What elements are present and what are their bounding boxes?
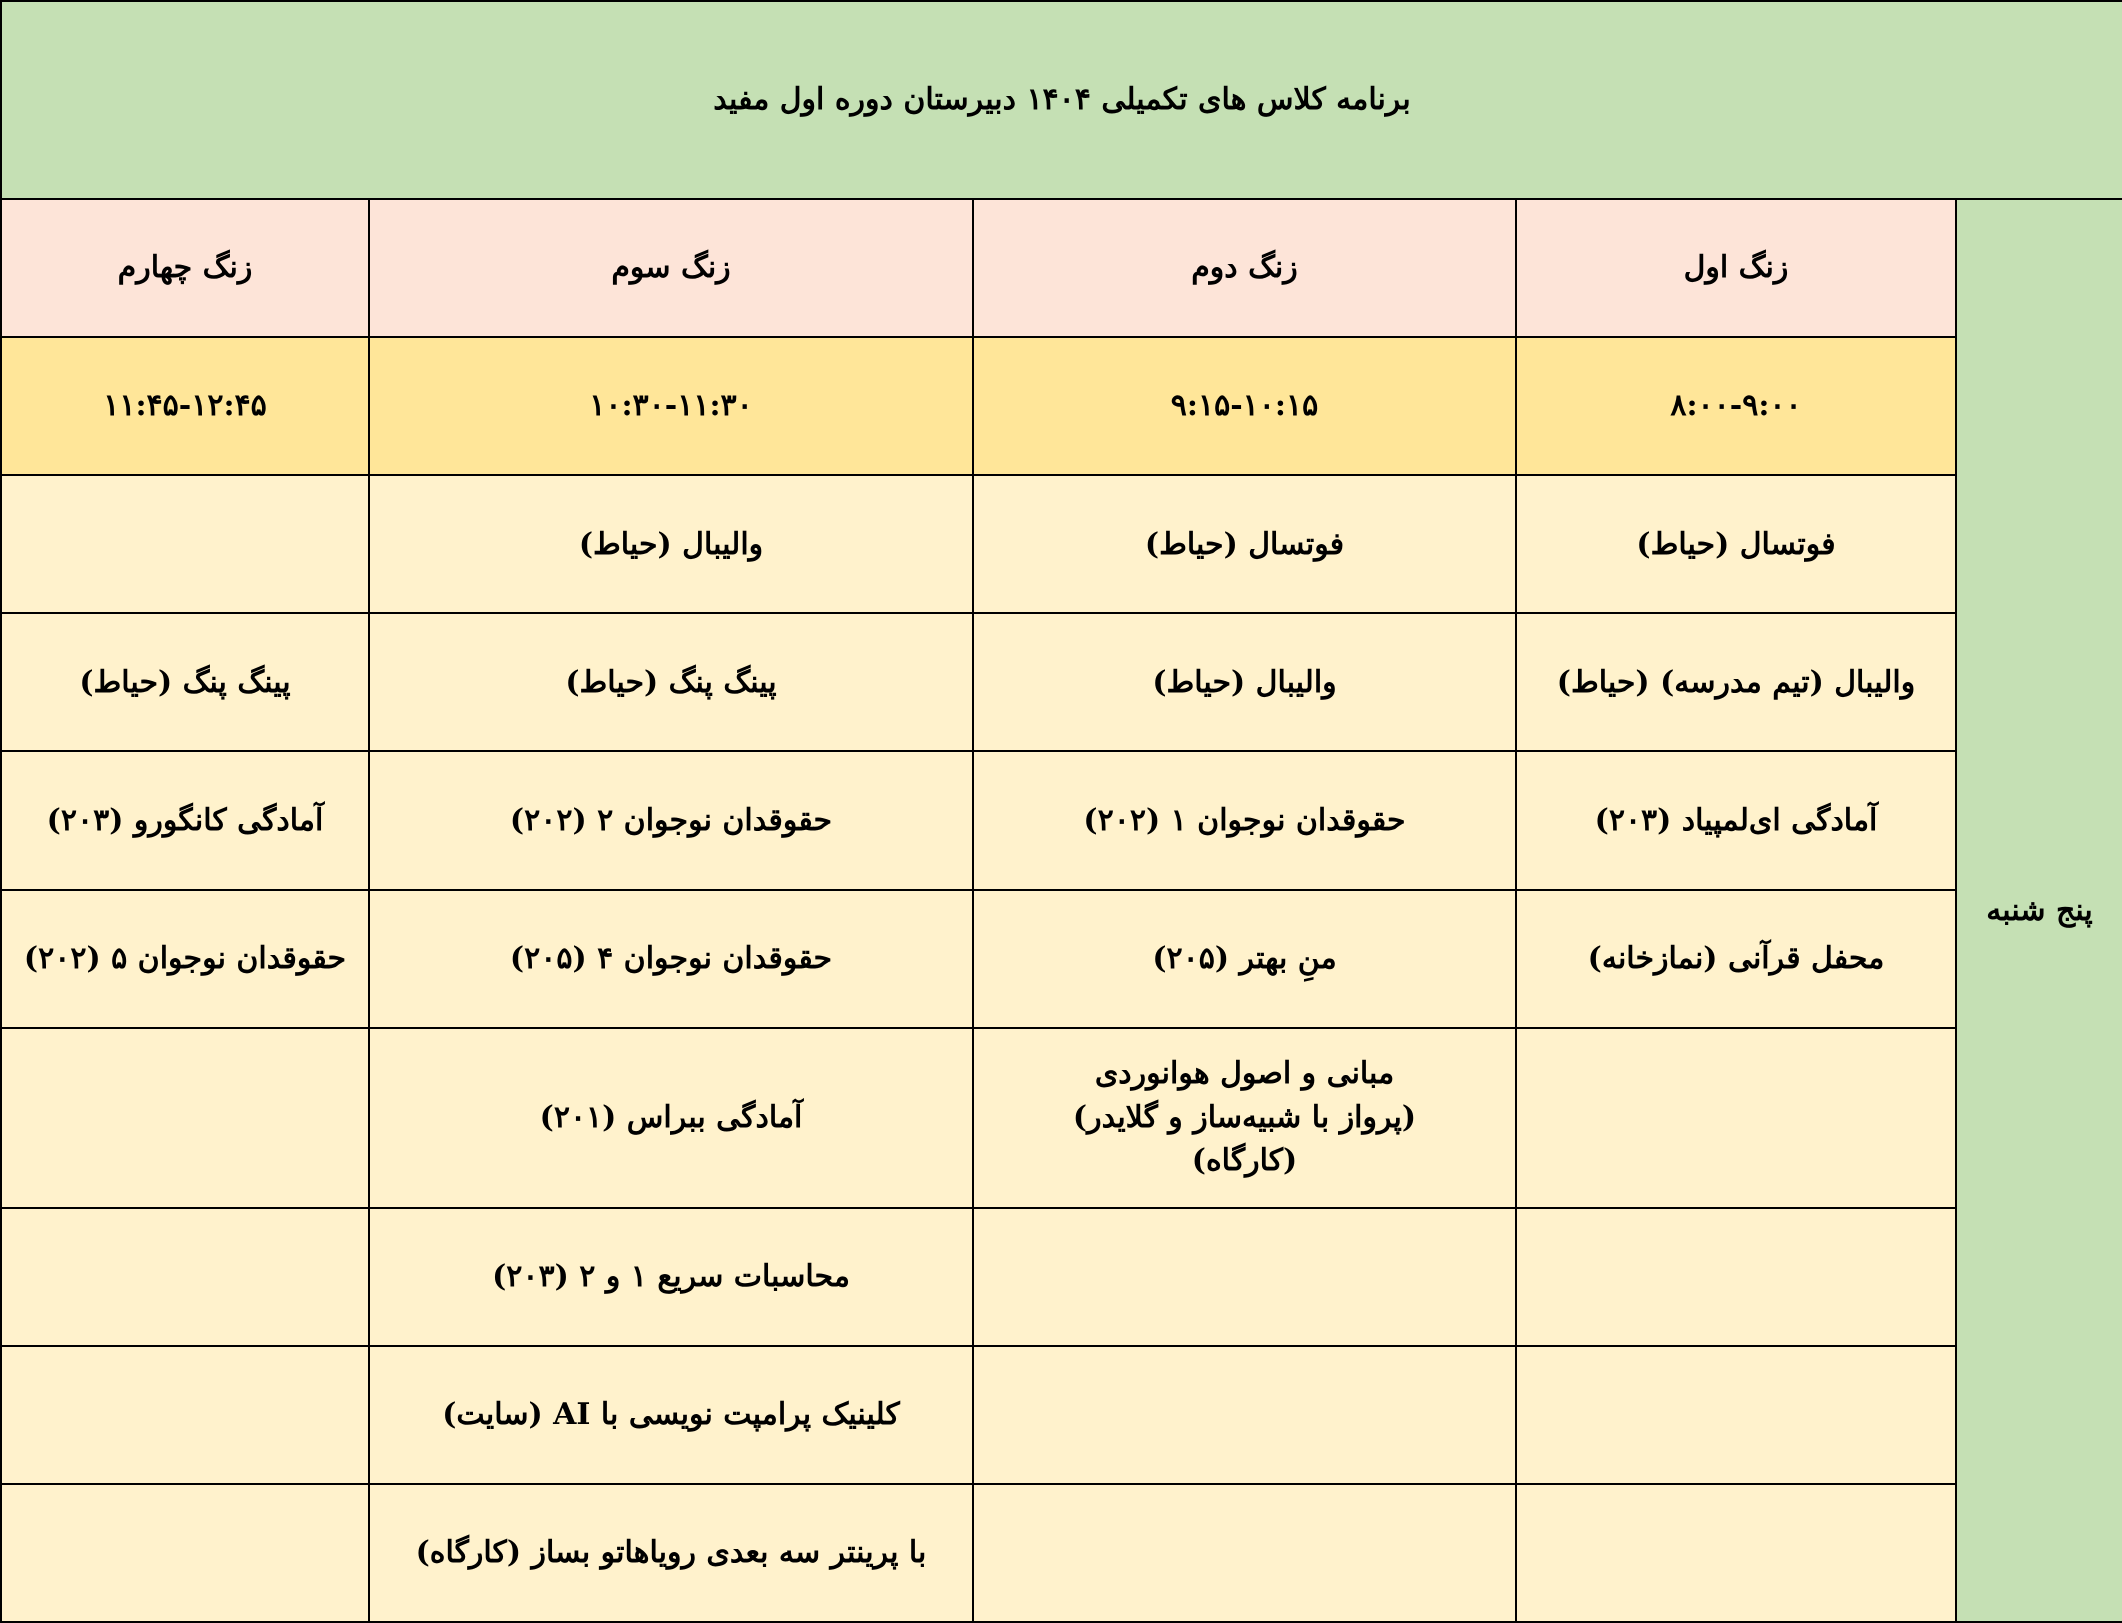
- class-cell: [1516, 1028, 1956, 1208]
- class-cell: محفل قرآنی (نمازخانه): [1516, 890, 1956, 1028]
- class-cell: آمادگی ببراس (۲۰۱): [369, 1028, 973, 1208]
- class-cell: [1, 1484, 369, 1622]
- bell-header: زنگ دوم: [973, 199, 1516, 337]
- class-cell: منِ بهتر (۲۰۵): [973, 890, 1516, 1028]
- class-cell: کلینیک پرامپت نویسی با AI (سایت): [369, 1346, 973, 1484]
- class-row: [1, 890, 2122, 1028]
- time-row: [1, 337, 2122, 475]
- class-cell: [1516, 1346, 1956, 1484]
- class-cell: [973, 1208, 1516, 1346]
- class-cell-line: (پرواز با شبیه‌ساز و گلایدر): [1072, 1099, 1417, 1135]
- class-cell: والیبال (حیاط): [973, 613, 1516, 751]
- class-cell-line: (کارگاه): [1191, 1143, 1298, 1179]
- class-cell: حقوقدان نوجوان ۴ (۲۰۵): [369, 890, 973, 1028]
- class-cell: حقوقدان نوجوان ۵ (۲۰۲): [1, 890, 369, 1028]
- class-cell: [1, 1208, 369, 1346]
- class-cell: محاسبات سریع ۱ و ۲ (۲۰۳): [369, 1208, 973, 1346]
- class-row: [1, 1028, 2122, 1208]
- bell-header: زنگ چهارم: [1, 199, 369, 337]
- class-row: [1, 475, 2122, 613]
- class-cell: پینگ پنگ (حیاط): [369, 613, 973, 751]
- class-row: [1, 1208, 2122, 1346]
- time-slot: ۹:۱۵-۱۰:۱۵: [973, 337, 1516, 475]
- day-label: پنج شنبه: [1956, 199, 2122, 1622]
- class-cell: فوتسال (حیاط): [1516, 475, 1956, 613]
- class-cell: [1, 1028, 369, 1208]
- title-row: [1, 1, 2122, 199]
- class-cell: فوتسال (حیاط): [973, 475, 1516, 613]
- time-slot: ۸:۰۰-۹:۰۰: [1516, 337, 1956, 475]
- class-cell: [973, 1028, 1516, 1208]
- class-cell: [1, 475, 369, 613]
- class-cell: والیبال (حیاط): [369, 475, 973, 613]
- class-row: [1, 1346, 2122, 1484]
- class-cell: والیبال (تیم مدرسه) (حیاط): [1516, 613, 1956, 751]
- class-cell: [973, 1346, 1516, 1484]
- class-row: [1, 751, 2122, 889]
- class-cell: پینگ پنگ (حیاط): [1, 613, 369, 751]
- class-cell: [1516, 1484, 1956, 1622]
- class-cell: آمادگی ای‌لمپیاد (۲۰۳): [1516, 751, 1956, 889]
- bell-header: زنگ اول: [1516, 199, 1956, 337]
- time-slot: ۱۰:۳۰-۱۱:۳۰: [369, 337, 973, 475]
- class-cell: حقوقدان نوجوان ۲ (۲۰۲): [369, 751, 973, 889]
- class-cell: آمادگی کانگورو (۲۰۳): [1, 751, 369, 889]
- class-cell-line: مبانی و اصول هوانوردی: [1094, 1056, 1395, 1092]
- class-cell: [1, 1346, 369, 1484]
- time-slot: ۱۱:۴۵-۱۲:۴۵: [1, 337, 369, 475]
- class-cell: با پرینتر سه بعدی رویاهاتو بساز (کارگاه): [369, 1484, 973, 1622]
- bell-header: زنگ سوم: [369, 199, 973, 337]
- class-cell: حقوقدان نوجوان ۱ (۲۰۲): [973, 751, 1516, 889]
- class-cell: [1516, 1208, 1956, 1346]
- class-row: [1, 613, 2122, 751]
- page-title: برنامه کلاس های تکمیلی ۱۴۰۴ دبیرستان دوره اول مفید: [1, 1, 2122, 199]
- bell-row: [1, 199, 2122, 337]
- class-row: [1, 1484, 2122, 1622]
- class-cell: [973, 1484, 1516, 1622]
